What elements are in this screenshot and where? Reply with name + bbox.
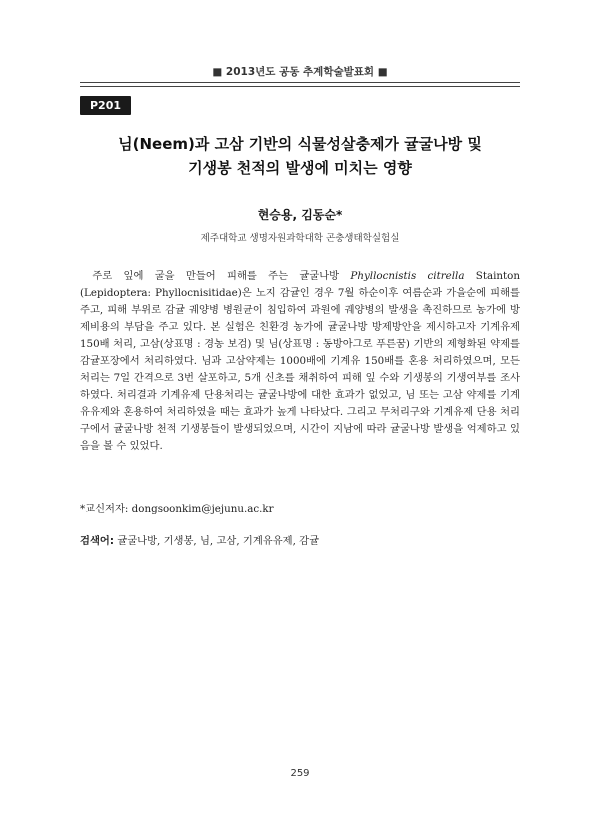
title-line-2: 기생봉 천적의 발생에 미치는 영향 [188, 159, 412, 177]
title-line-1: 님(Neem)과 고삼 기반의 식물성살충제가 귤굴나방 및 [118, 135, 482, 153]
proceedings-header: ■ 2013년도 공동 추계학술발표회 ■ [212, 66, 388, 78]
corresponding-author: *교신저자: dongsoonkim@jejunu.ac.kr [80, 503, 274, 515]
page-number: 259 [290, 768, 310, 779]
keywords-list: 귤굴나방, 기생봉, 님, 고삼, 기계유유제, 감귤 [113, 535, 320, 547]
species-name: Phyllocnistis citrella [350, 270, 465, 282]
header-rule-bottom [80, 86, 520, 87]
keywords [80, 532, 520, 547]
affiliation: 제주대학교 생명자원과학대학 곤충생태학실험실 [200, 233, 400, 244]
abstract-part-1: 주로 잎에 굴을 만들어 피해를 주는 귤굴나방 [92, 270, 351, 282]
poster-id-badge: P201 [80, 96, 131, 115]
author-list: 현승용, 김동순* [257, 208, 343, 222]
abstract-body [80, 268, 520, 455]
paper-title [70, 132, 530, 180]
keywords-label: 검색어: [80, 535, 114, 547]
abstract-part-2: Stainton (Lepidoptera: Phyllocnisitidae)은 노지 감귤인 경우 7월 하순이후 여름순과 가을순에 피해를 주고, 피해 부위로 감귤 궤양병 병원균이 침입하여 과원에 궤양병의 발생을 촉진하므로 농가에 방제비용의 부담을 주고 있다. 본 실험은 친환경 농가에 귤굴나방 방제방안을 제시하고자 기계유제 150배 처리, 고삼(상표명 : 경농 보검) 및 님(상표명 : 동방아그로 푸른꿈) 기반의 제형화된 약제를 감귤포장에서 처리하였다. 님과 고삼약제는 1000배에 기계유 150배를 혼용 처리하였으며, 모든 처리는 7일 간격으로 3번 살포하고, 5개 신초를 채취하여 피해 잎 수와 기생봉의 기생여부를 조사 하였다. 처리결과 기계유제 단용처리는 귤굴나방에 대한 효과가 없었고, 님 또는 고삼 약제를 기계유유제와 혼용하여 처리하였을 때는 효과가 높게 나타났다. 그리고 무처리구와 기계유제 단용 처리구에서 귤굴나방 천적 기생봉들이 발생되었으며, 시간이 지남에 따라 귤굴나방 발생을 억제하고 있음을 볼 수 있었다. [80, 270, 521, 452]
header-rule-top [80, 82, 520, 83]
